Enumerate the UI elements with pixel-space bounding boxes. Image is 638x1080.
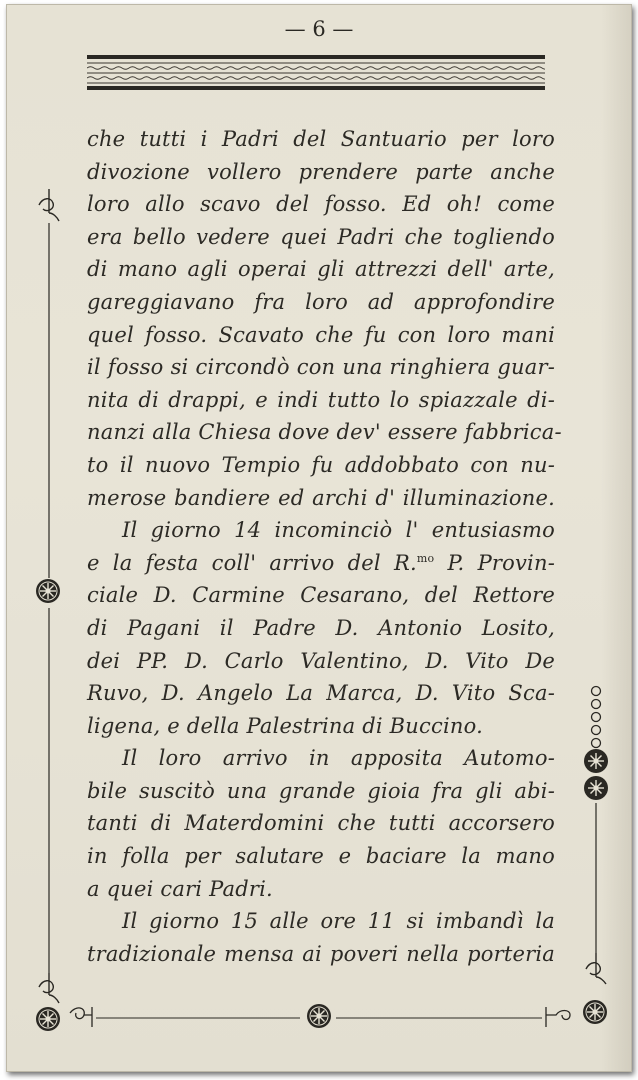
page-number: — 6 — bbox=[284, 17, 354, 41]
rosette-icon bbox=[34, 1005, 62, 1033]
text-line-5: di mano agli operai gli attrezzi dell' arte, bbox=[87, 257, 555, 282]
text-line-20: Il loro arrivo in apposita Automo- bbox=[122, 746, 555, 771]
text-line-21: bile suscitò una grande gioia fra gli abi- bbox=[87, 778, 555, 803]
text-line-17: dei PP. D. Carlo Valentino, D. Vito De bbox=[87, 648, 555, 673]
text-line-24: a quei cari Padri. bbox=[87, 876, 273, 901]
text-line-15: ciale D. Carmine Cesarano, del Rettore bbox=[87, 583, 555, 608]
text-line-10: nanzi alla Chiesa dove dev' essere fabbrica- bbox=[87, 420, 562, 445]
text-line-13: Il giorno 14 incominciò l' entusiasmo bbox=[122, 518, 555, 543]
text-line-1: che tutti i Padri del Santuario per loro bbox=[87, 127, 555, 151]
text-line-26: tradizionale mensa ai poveri nella porteria bbox=[87, 941, 555, 966]
text-line-6: gareggiavano fra loro ad approfondire bbox=[87, 289, 555, 314]
text-line-14-head: e la festa coll' arrivo del R. bbox=[87, 550, 417, 575]
text-line-12: merose bandiere ed archi d' illuminazione. bbox=[87, 485, 555, 510]
book-page bbox=[6, 4, 632, 1072]
text-line-19: ligena, e della Palestrina di Buccino. bbox=[87, 713, 483, 738]
rosette-icon bbox=[581, 998, 609, 1026]
text-line-14 bbox=[87, 547, 555, 580]
bottom-border-ornament bbox=[62, 1001, 582, 1035]
text-line-9: nita di drappi, e indi tutto lo spiazzale di- bbox=[87, 387, 555, 412]
text-line-7: quel fosso. Scavato che fu con loro mani bbox=[87, 322, 555, 347]
text-line-2: divozione vollero prendere parte anche bbox=[87, 159, 555, 184]
right-border-ornament bbox=[581, 685, 611, 985]
header-decorative-rule bbox=[87, 49, 545, 97]
rosette-icon bbox=[34, 577, 62, 605]
text-line-25: Il giorno 15 alle ore 11 si imbandì la bbox=[122, 909, 555, 934]
body-text bbox=[87, 123, 562, 970]
text-line-23: in folla per salutare e baciare la mano bbox=[87, 844, 555, 869]
text-line-18: Ruvo, D. Angelo La Marca, D. Vito Sca- bbox=[87, 681, 555, 706]
text-line-14-superscript: mo bbox=[416, 551, 435, 565]
text-line-22: tanti di Materdomini che tutti accorsero bbox=[87, 811, 555, 836]
text-line-8: il fosso si circondò con una ringhiera guar- bbox=[87, 355, 555, 380]
text-line-4: era bello vedere quei Padri che togliendo bbox=[87, 224, 555, 249]
text-line-16: di Pagani il Padre D. Antonio Losito, bbox=[87, 615, 555, 640]
text-line-11: to il nuovo Tempio fu addobbato con nu- bbox=[87, 452, 555, 477]
text-line-14-tail: P. Provin- bbox=[434, 550, 555, 575]
text-line-3: loro allo scavo del fosso. Ed oh! come bbox=[87, 192, 555, 217]
